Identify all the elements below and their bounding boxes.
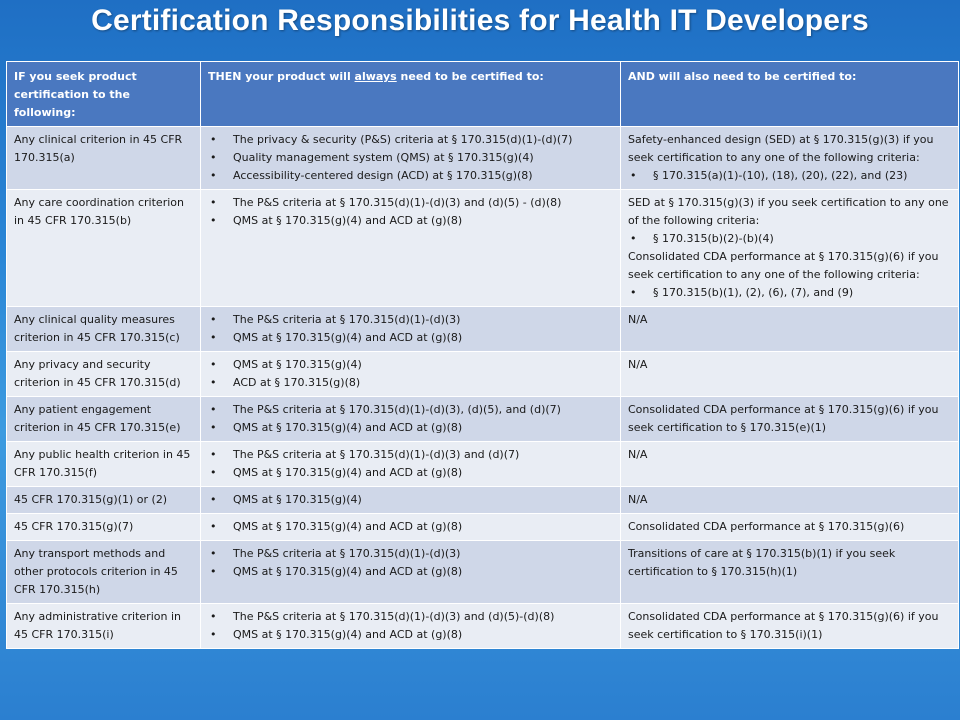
- header-then: [201, 62, 621, 127]
- also-bullet: • § 170.315(b)(2)-(b)(4): [628, 230, 951, 248]
- also-text: N/A: [628, 313, 648, 326]
- always-cell: [201, 442, 621, 487]
- also-list: [628, 167, 951, 185]
- also-cell: [621, 442, 959, 487]
- criterion-cell: Any clinical criterion in 45 CFR 170.315(a): [7, 127, 201, 190]
- always-list: [208, 545, 613, 581]
- always-item: • QMS at § 170.315(g)(4): [208, 356, 613, 374]
- also-text: Transitions of care at § 170.315(b)(1) if you seek certification to § 170.315(h)(1): [628, 547, 896, 578]
- always-item: • QMS at § 170.315(g)(4) and ACD at (g)(8): [208, 329, 613, 347]
- table-row: [7, 190, 959, 307]
- header-row: [7, 62, 959, 127]
- also-cell: [621, 127, 959, 190]
- always-cell: [201, 397, 621, 442]
- header-then-pre: THEN your product will: [208, 70, 355, 83]
- always-cell: [201, 190, 621, 307]
- always-item: • The P&S criteria at § 170.315(d)(1)-(d)(3), (d)(5), and (d)(7): [208, 401, 613, 419]
- always-cell: [201, 127, 621, 190]
- table-row: [7, 352, 959, 397]
- always-list: [208, 311, 613, 347]
- table-row: [7, 127, 959, 190]
- always-item: • QMS at § 170.315(g)(4) and ACD at (g)(8): [208, 626, 613, 644]
- criterion-cell: Any patient engagement criterion in 45 CFR 170.315(e): [7, 397, 201, 442]
- also-text: Safety-enhanced design (SED) at § 170.315(g)(3) if you seek certification to any one of the following criteria:: [628, 133, 934, 164]
- also-text: Consolidated CDA performance at § 170.315(g)(6) if you seek certification to any one of the following criteria:: [628, 250, 939, 281]
- table-row: [7, 541, 959, 604]
- also-bullet: • § 170.315(b)(1), (2), (6), (7), and (9): [628, 284, 951, 302]
- always-item: • The privacy & security (P&S) criteria at § 170.315(d)(1)-(d)(7): [208, 131, 613, 149]
- always-list: [208, 608, 613, 644]
- table-row: [7, 442, 959, 487]
- always-cell: [201, 514, 621, 541]
- criterion-cell: Any privacy and security criterion in 45 CFR 170.315(d): [7, 352, 201, 397]
- always-item: • Quality management system (QMS) at § 170.315(g)(4): [208, 149, 613, 167]
- criterion-cell: Any public health criterion in 45 CFR 170.315(f): [7, 442, 201, 487]
- also-cell: [621, 190, 959, 307]
- criterion-cell: Any care coordination criterion in 45 CFR 170.315(b): [7, 190, 201, 307]
- always-item: • Accessibility-centered design (ACD) at § 170.315(g)(8): [208, 167, 613, 185]
- criterion-cell: 45 CFR 170.315(g)(1) or (2): [7, 487, 201, 514]
- always-list: [208, 131, 613, 185]
- always-list: [208, 491, 613, 509]
- always-item: • QMS at § 170.315(g)(4) and ACD at (g)(8): [208, 212, 613, 230]
- also-text: SED at § 170.315(g)(3) if you seek certification to any one of the following criteria:: [628, 196, 949, 227]
- table-row: [7, 307, 959, 352]
- also-list: [628, 284, 951, 302]
- always-item: • The P&S criteria at § 170.315(d)(1)-(d)(3): [208, 545, 613, 563]
- always-cell: [201, 352, 621, 397]
- table-row: [7, 487, 959, 514]
- also-text: N/A: [628, 448, 648, 461]
- also-list: [628, 230, 951, 248]
- always-item: • QMS at § 170.315(g)(4): [208, 491, 613, 509]
- always-item: • QMS at § 170.315(g)(4) and ACD at (g)(8): [208, 419, 613, 437]
- criterion-cell: Any administrative criterion in 45 CFR 170.315(i): [7, 604, 201, 649]
- always-list: [208, 401, 613, 437]
- header-if: IF you seek product certification to the following:: [7, 62, 201, 127]
- always-list: [208, 356, 613, 392]
- also-text: Consolidated CDA performance at § 170.315(g)(6) if you seek certification to § 170.315(i)(1): [628, 610, 939, 641]
- always-item: • QMS at § 170.315(g)(4) and ACD at (g)(8): [208, 518, 613, 536]
- always-item: • QMS at § 170.315(g)(4) and ACD at (g)(8): [208, 464, 613, 482]
- criterion-cell: Any transport methods and other protocols criterion in 45 CFR 170.315(h): [7, 541, 201, 604]
- always-item: • The P&S criteria at § 170.315(d)(1)-(d)(3): [208, 311, 613, 329]
- criterion-cell: 45 CFR 170.315(g)(7): [7, 514, 201, 541]
- table-row: [7, 604, 959, 649]
- criterion-cell: Any clinical quality measures criterion in 45 CFR 170.315(c): [7, 307, 201, 352]
- always-cell: [201, 604, 621, 649]
- also-cell: [621, 487, 959, 514]
- always-cell: [201, 487, 621, 514]
- always-list: [208, 194, 613, 230]
- also-bullet: • § 170.315(a)(1)-(10), (18), (20), (22), and (23): [628, 167, 951, 185]
- always-item: • The P&S criteria at § 170.315(d)(1)-(d)(3) and (d)(5)-(d)(8): [208, 608, 613, 626]
- always-cell: [201, 307, 621, 352]
- also-text: N/A: [628, 358, 648, 371]
- always-item: • ACD at § 170.315(g)(8): [208, 374, 613, 392]
- always-item: • The P&S criteria at § 170.315(d)(1)-(d)(3) and (d)(5) - (d)(8): [208, 194, 613, 212]
- also-cell: [621, 307, 959, 352]
- also-cell: [621, 604, 959, 649]
- header-then-post: need to be certified to:: [396, 70, 544, 83]
- always-cell: [201, 541, 621, 604]
- always-list: [208, 518, 613, 536]
- table-row: [7, 514, 959, 541]
- also-cell: [621, 352, 959, 397]
- certification-table: [6, 61, 959, 649]
- always-item: • The P&S criteria at § 170.315(d)(1)-(d)(3) and (d)(7): [208, 446, 613, 464]
- also-text: Consolidated CDA performance at § 170.315(g)(6) if you seek certification to § 170.315(e)(1): [628, 403, 939, 434]
- always-list: [208, 446, 613, 482]
- also-text: N/A: [628, 493, 648, 506]
- also-cell: [621, 514, 959, 541]
- table-body: [7, 127, 959, 649]
- always-item: • QMS at § 170.315(g)(4) and ACD at (g)(8): [208, 563, 613, 581]
- header-and: AND will also need to be certified to:: [621, 62, 959, 127]
- page-title: Certification Responsibilities for Health IT Developers: [91, 4, 869, 37]
- header-then-emphasis: always: [354, 70, 397, 83]
- also-cell: [621, 541, 959, 604]
- also-cell: [621, 397, 959, 442]
- also-text: Consolidated CDA performance at § 170.315(g)(6): [628, 520, 905, 533]
- table-row: [7, 397, 959, 442]
